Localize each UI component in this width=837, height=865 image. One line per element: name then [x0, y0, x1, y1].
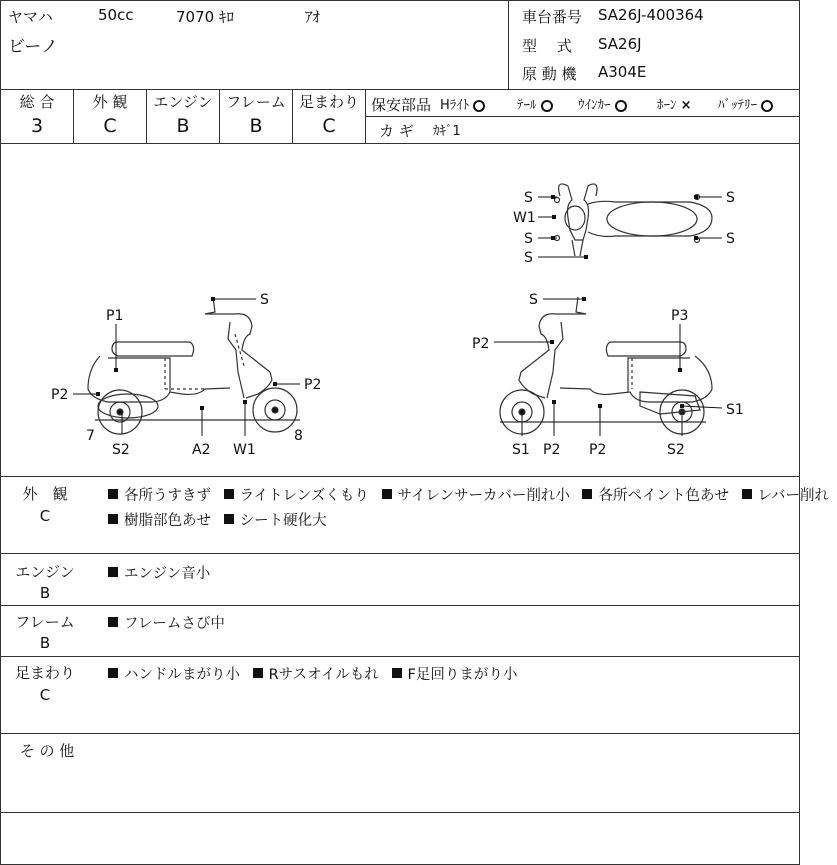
circle-icon — [615, 100, 627, 112]
bullet-square-icon — [224, 489, 234, 499]
remark-item: 樹脂部色あせ — [108, 513, 211, 529]
label-right-s1b: S1 — [512, 442, 530, 458]
safety-horn — [657, 94, 692, 113]
label-top-s4: S — [726, 190, 735, 206]
bullet-square-icon — [108, 489, 118, 499]
label-left-a2: A2 — [192, 442, 211, 458]
frame-no: SA26J-400364 — [598, 6, 704, 24]
label-left-8: 8 — [294, 428, 303, 444]
remark-exterior-label: 外 観 — [22, 485, 68, 503]
divider-suspension — [0, 733, 800, 734]
divider-exterior — [0, 553, 800, 554]
label-right-p2b: P2 — [543, 442, 561, 458]
divider-engine — [0, 605, 800, 606]
label-right-s: S — [529, 292, 538, 308]
circle-icon — [541, 100, 553, 112]
engine-label: 原 動 機 — [522, 65, 577, 83]
circle-icon — [761, 100, 773, 112]
key-label: カ ギ — [379, 122, 414, 140]
grade-total-value: 3 — [30, 115, 44, 137]
label-left-p2b: P2 — [304, 377, 322, 393]
circle-icon — [473, 100, 485, 112]
remark-item: Rサスオイルもれ — [253, 667, 379, 683]
grade-exterior-value: C — [103, 115, 117, 137]
remark-frame-label: フレーム — [15, 613, 75, 631]
label-left-w1: W1 — [233, 442, 256, 458]
bullet-square-icon — [392, 668, 402, 678]
mileage: 7070 ｷﾛ — [176, 8, 234, 26]
remark-exterior-line-2 — [108, 509, 335, 530]
safety-horn-name: ﾎｰﾝ — [657, 98, 677, 113]
remark-engine-line-1 — [108, 562, 218, 583]
label-top-s2: S — [524, 231, 533, 247]
bullet-square-icon — [742, 489, 752, 499]
model-name: ビーノ — [8, 37, 58, 57]
remark-item: ライトレンズくもり — [224, 488, 369, 504]
engine-value: A304E — [598, 63, 647, 81]
remark-exterior-grade: C — [39, 507, 51, 525]
divider-safety — [366, 116, 800, 117]
scooter-top-view — [555, 184, 713, 256]
safety-battery-name: ﾊﾞｯﾃﾘｰ — [718, 98, 757, 113]
key-value: ｶｷﾞ1 — [433, 124, 461, 139]
safety-winker — [578, 94, 627, 113]
label-top-s3: S — [524, 250, 533, 266]
safety-headlight — [440, 94, 485, 113]
grade-engine-value: B — [176, 115, 190, 137]
divider-frame — [0, 656, 800, 657]
scooter-diagram — [0, 144, 800, 476]
remark-other-label: そ の 他 — [19, 742, 75, 760]
safety-tail — [517, 94, 553, 113]
label-left-s: S — [260, 292, 269, 308]
remark-item: 各所ペイント色あせ — [582, 488, 729, 504]
safety-parts-label: 保安部品 — [371, 96, 432, 114]
grade-frame-value: B — [249, 115, 263, 137]
label-top-s5: S — [726, 231, 735, 247]
border-top — [0, 0, 800, 1]
maker: ヤマハ — [8, 8, 53, 26]
remark-frame-line-1 — [108, 612, 233, 633]
remark-item: 各所うすきず — [108, 488, 211, 504]
grade-divider-5 — [365, 89, 366, 143]
bullet-square-icon — [108, 567, 118, 577]
divider-diagram — [0, 476, 800, 477]
bullet-square-icon — [382, 489, 392, 499]
remark-exterior-line-1 — [108, 484, 837, 505]
remark-item: ハンドルまがり小 — [108, 667, 240, 683]
grade-suspension-value: C — [322, 115, 336, 137]
remark-item: シート硬化大 — [224, 513, 327, 529]
cross-icon: × — [680, 98, 692, 113]
remark-frame-grade: B — [39, 634, 51, 652]
bullet-square-icon — [224, 514, 234, 524]
type-label: 型 式 — [522, 37, 572, 55]
label-right-p3: P3 — [671, 308, 689, 324]
grade-engine-label: エンジン — [153, 93, 213, 111]
remark-engine-grade: B — [39, 584, 51, 602]
bullet-square-icon — [108, 514, 118, 524]
grade-frame-label: フレーム — [226, 93, 286, 111]
divider-header — [0, 89, 800, 90]
bullet-square-icon — [253, 668, 263, 678]
displacement: 50cc — [98, 6, 134, 24]
label-right-p2: P2 — [472, 336, 490, 352]
label-top-s1: S — [524, 190, 533, 206]
safety-battery — [718, 94, 773, 113]
label-left-p1: P1 — [106, 308, 124, 324]
label-right-s1a: S1 — [726, 402, 744, 418]
remark-item: サイレンサーカバー削れ小 — [382, 488, 570, 504]
label-right-s2: S2 — [667, 442, 685, 458]
label-left-7: 7 — [86, 428, 95, 444]
remark-engine-label: エンジン — [15, 563, 75, 581]
label-left-s2: S2 — [112, 442, 130, 458]
color: ｱｵ — [305, 8, 321, 26]
grade-total-label: 総 合 — [19, 93, 55, 111]
remark-suspension-line-1 — [108, 663, 525, 684]
safety-tail-name: ﾃｰﾙ — [517, 98, 537, 113]
frame-no-label: 車台番号 — [522, 8, 583, 26]
remark-item: エンジン音小 — [108, 566, 210, 582]
label-right-p2c: P2 — [589, 442, 607, 458]
remark-suspension-label: 足まわり — [14, 664, 75, 682]
type-value: SA26J — [598, 35, 642, 53]
safety-headlight-name: Hﾗｲﾄ — [440, 98, 470, 113]
safety-winker-name: ｳｲﾝｶｰ — [578, 98, 611, 113]
label-left-p2a: P2 — [51, 387, 69, 403]
remark-item: フレームさび中 — [108, 616, 225, 632]
header-divider — [508, 0, 509, 89]
divider-other — [0, 812, 800, 813]
remark-suspension-grade: C — [39, 686, 51, 704]
bullet-square-icon — [108, 617, 118, 627]
grade-suspension-label: 足まわり — [298, 93, 359, 111]
remark-item: F足回りまがり小 — [392, 667, 518, 683]
remark-item: レバー削れ — [742, 488, 830, 504]
grade-exterior-label: 外 観 — [92, 93, 128, 111]
bullet-square-icon — [582, 489, 592, 499]
label-top-w1: W1 — [513, 210, 536, 226]
bullet-square-icon — [108, 668, 118, 678]
